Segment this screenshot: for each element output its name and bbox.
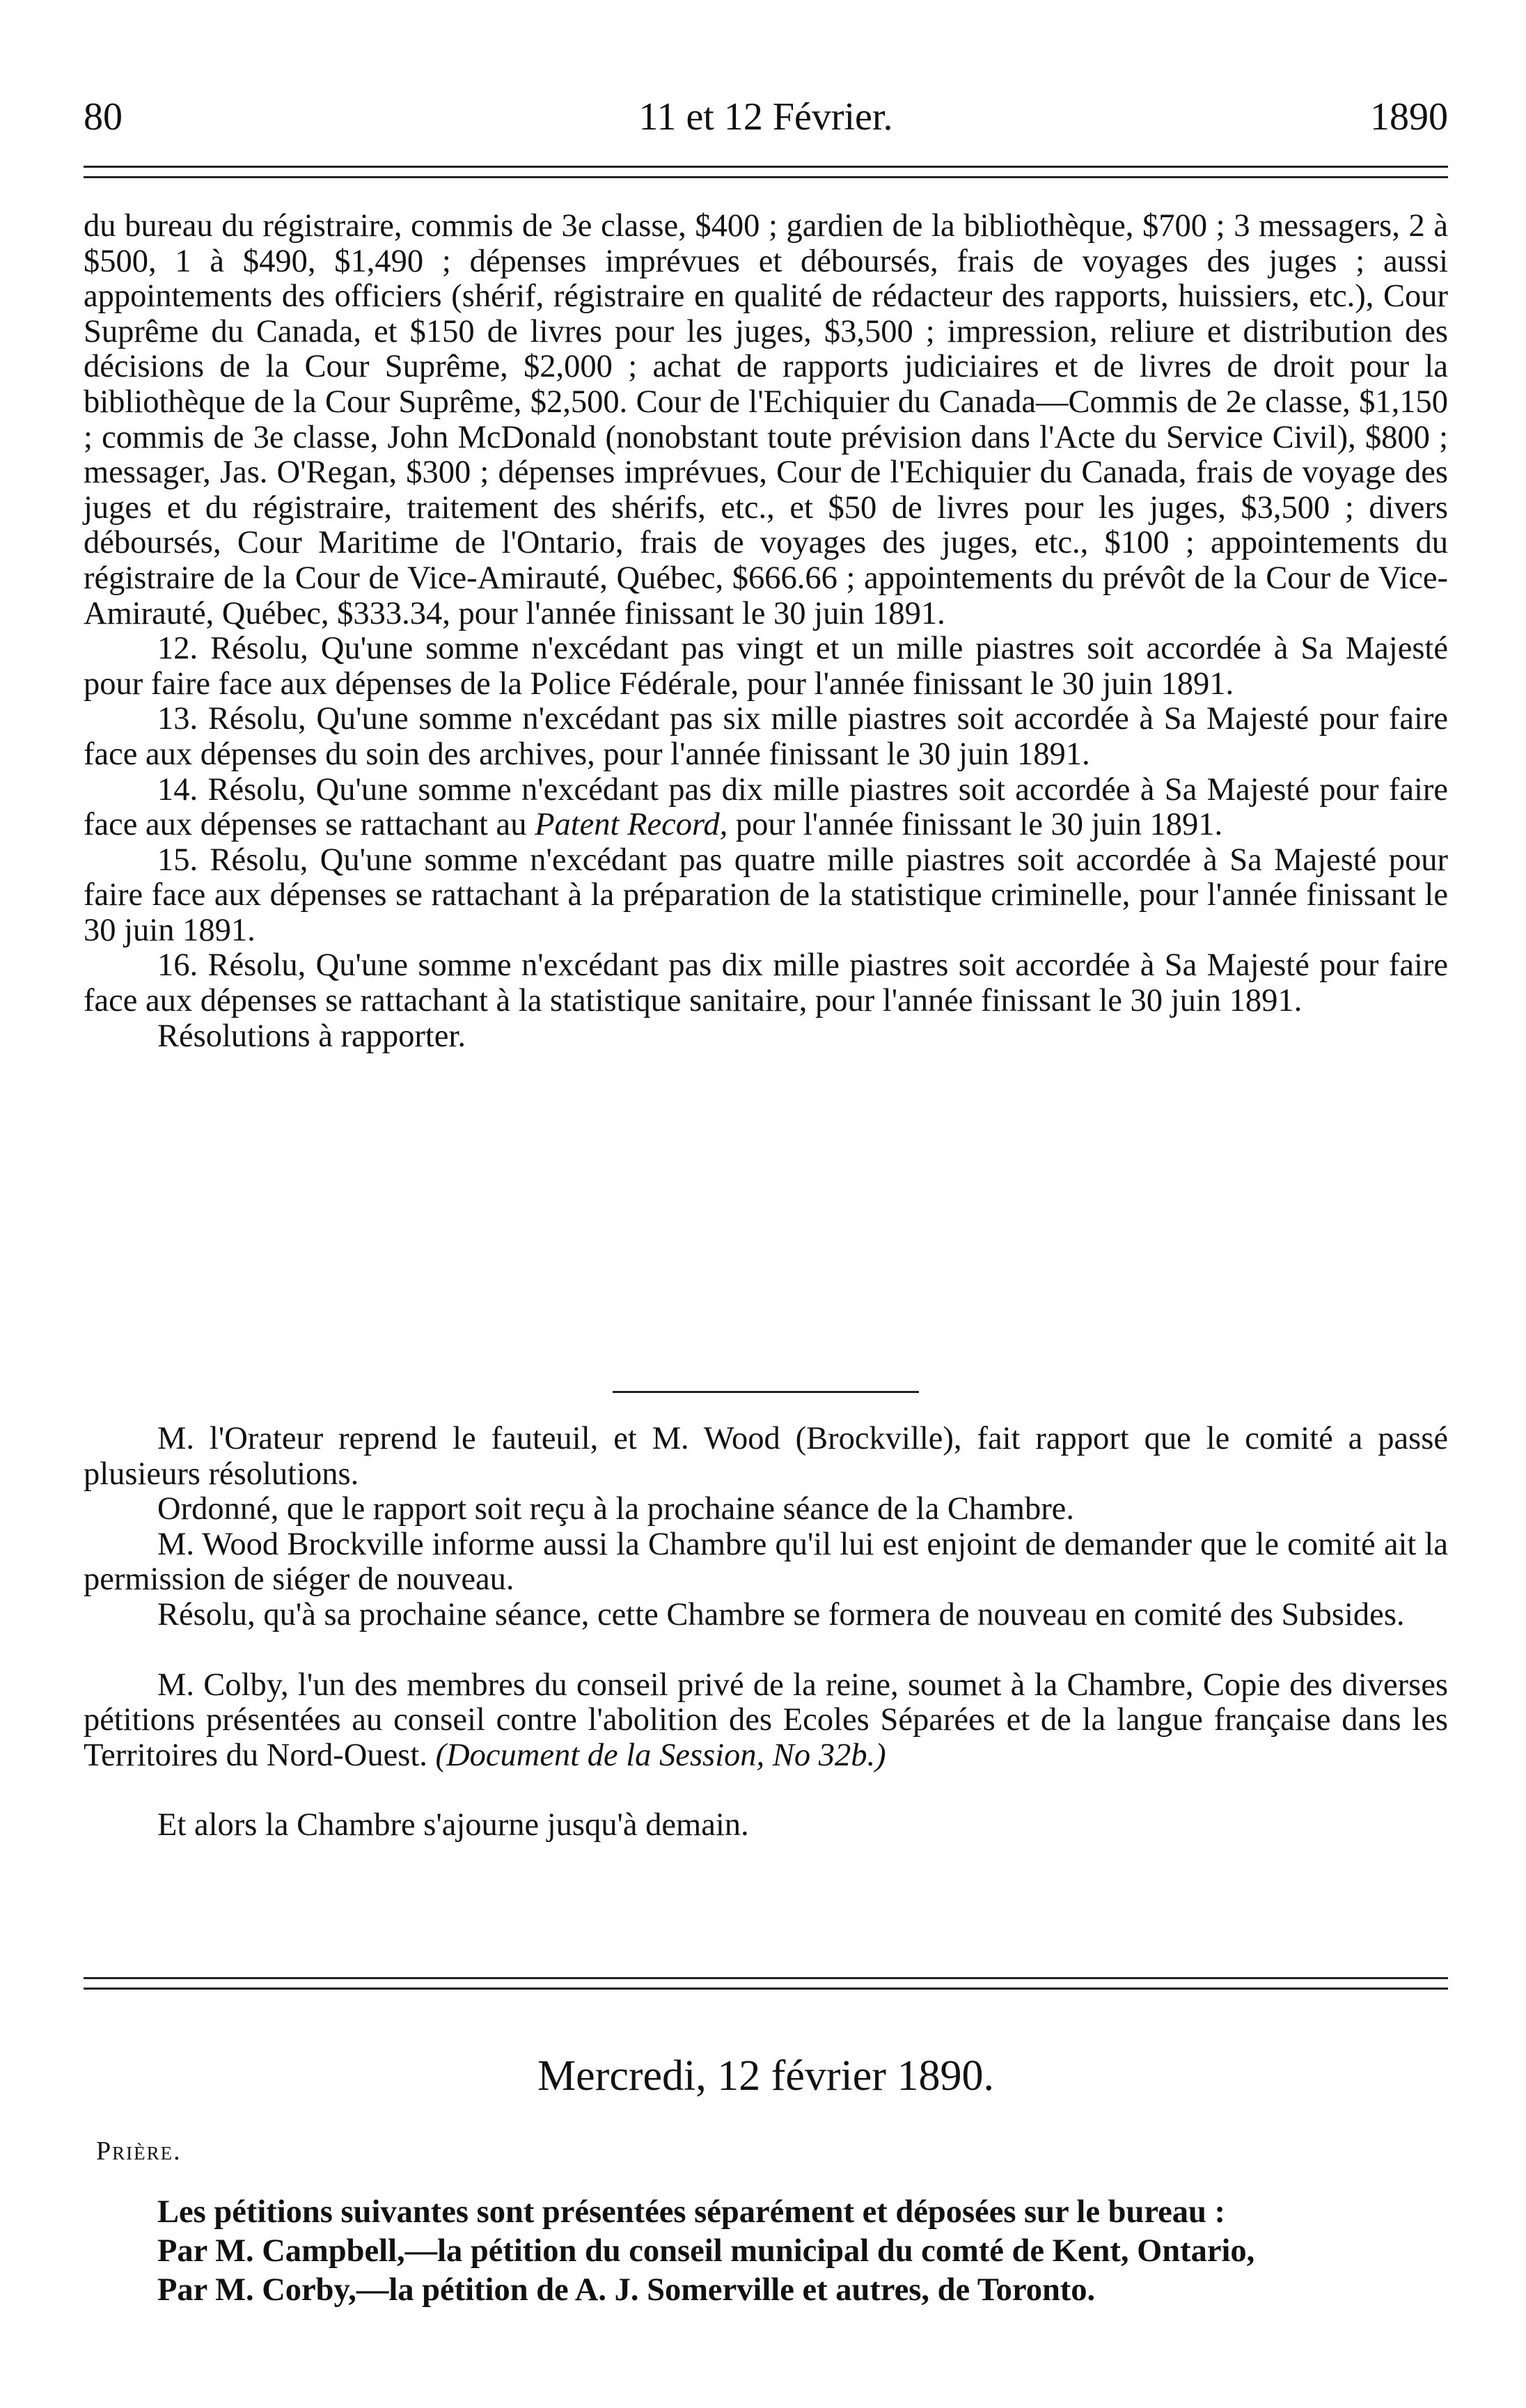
- paragraph-wood: M. Wood Brockville informe aussi la Chambre qu'il lui est enjoint de demander que le comité ait la permission de siéger de nouveau.: [84, 1526, 1448, 1598]
- paragraph-resolution-16: 16. Résolu, Qu'une somme n'excédant pas dix mille piastres soit accordée à Sa Majesté pour faire face aux dépenses se rattachant à la statistique sanitaire, pour l'année finissant le 30 juin 1891.: [84, 947, 1448, 1019]
- paragraph-resolu-subsides: Résolu, qu'à sa prochaine séance, cette Chambre se formera de nouveau en comité des Subsides.: [157, 1596, 1405, 1632]
- running-header: [84, 89, 1448, 145]
- paragraph-resolution-13: 13. Résolu, Qu'une somme n'excédant pas six mille piastres soit accordée à Sa Majesté pour faire face aux dépenses du soin des archives, pour l'année finissant le 30 juin 1891.: [84, 701, 1448, 772]
- resolution-14-text-start: 14. Résolu, Qu'une somme n'excédant pas dix mille piastres soit accordée à Sa Majesté pour faire face aux dépenses se rattachant au: [84, 771, 1448, 843]
- header-double-rule: [84, 166, 1448, 178]
- header-year: 1890: [1370, 95, 1448, 139]
- spacer: [84, 1773, 1448, 1808]
- patent-record-italic: Patent Record,: [535, 807, 728, 843]
- paragraph-resolutions-report: Résolutions à rapporter.: [157, 1018, 466, 1054]
- proceedings-text: [84, 1422, 1448, 1843]
- day-separator-double-rule: [84, 1977, 1448, 1990]
- spacer: [84, 1633, 1448, 1668]
- petition-campbell: Par M. Campbell,—la pétition du conseil municipal du comté de Kent, Ontario,: [157, 2233, 1255, 2269]
- paragraph-resolution-14: [84, 773, 1448, 843]
- paragraph-resolution-15: 15. Résolu, Qu'une somme n'excédant pas quatre mille piastres soit accordée à Sa Majesté pour faire face aux dépenses se rattachant à la préparation de la statistique criminelle, pour l'année finissant le 30 juin 1891.: [84, 842, 1448, 948]
- petition-corby: Par M. Corby,—la pétition de A. J. Somerville et autres, de Toronto.: [157, 2272, 1096, 2308]
- resolution-14-text-end: pour l'année finissant le 30 juin 1891.: [727, 807, 1223, 843]
- paragraph-adjourn: Et alors la Chambre s'ajourne jusqu'à demain.: [157, 1807, 749, 1843]
- paragraph-colby: [84, 1668, 1448, 1774]
- petitions-intro: Les pétitions suivantes sont présentées séparément et déposées sur le bureau :: [157, 2194, 1226, 2230]
- petitions-text: [157, 2193, 1448, 2310]
- paragraph-ordonne: Ordonné, que le rapport soit reçu à la prochaine séance de la Chambre.: [157, 1491, 1074, 1527]
- document-reference-italic: (Document de la Session, No 32b.): [435, 1737, 886, 1773]
- header-title: 11 et 12 Février.: [638, 95, 893, 139]
- paragraph-resolution-12: 12. Résolu, Qu'une somme n'excédant pas vingt et un mille piastres soit accordée à Sa Majesté pour faire face aux dépenses de la Police Fédérale, pour l'année finissant le 30 juin 1891.: [84, 631, 1448, 702]
- page-number: 80: [84, 95, 123, 139]
- paragraph-orateur: M. l'Orateur reprend le fauteuil, et M. Wood (Brockville), fait rapport que le comité a passé plusieurs résolutions.: [84, 1421, 1448, 1492]
- priere-margin-label: Prière.: [96, 2136, 182, 2166]
- section-divider: [613, 1391, 919, 1393]
- colby-text: M. Colby, l'un des membres du conseil privé de la reine, soumet à la Chambre, Copie des diverses pétitions présentées au conseil contre l'abolition des Ecoles Séparées et de la langue française dans les Territoires du Nord-Ouest.: [84, 1667, 1448, 1773]
- paragraph-continued: du bureau du régistraire, commis de 3e classe, $400 ; gardien de la bibliothèque, $700 ; 3 messagers, 2 à $500, 1 à $490, $1,490 ; dépenses imprévues et déboursés, frais de voyages des juges ; aussi appointements des officiers (shérif, régistraire en qualité de rédacteur des rapports, huissiers, etc.), Cour Suprême du Canada, et $150 de livres pour les juges, $3,500 ; impression, reliure et distribution des décisions de la Cour Suprême, $2,000 ; achat de rapports judiciaires et de livres de droit pour la bibliothèque de la Cour Suprême, $2,500. Cour de l'Echiquier du Canada—Commis de 2e classe, $1,150 ; commis de 3e classe, John McDonald (nonobstant toute prévision dans l'Acte du Service Civil), $800 ; messager, Jas. O'Regan, $300 ; dépenses imprévues, Cour de l'Echiquier du Canada, frais de voyage des juges et du régistraire, traitement des shérifs, etc., et $50 de livres pour les juges, $3,500 ; divers déboursés, Cour Maritime de l'Ontario, frais de voyages des juges, etc., $100 ; appointements du régistraire de la Cour de Vice-Amirauté, Québec, $666.66 ; appointements du prévôt de la Cour de Vice-Amirauté, Québec, $333.34, pour l'année finissant le 30 juin 1891.: [84, 208, 1448, 631]
- date-heading: Mercredi, 12 février 1890.: [537, 2052, 994, 2100]
- resolutions-text: [84, 209, 1448, 1054]
